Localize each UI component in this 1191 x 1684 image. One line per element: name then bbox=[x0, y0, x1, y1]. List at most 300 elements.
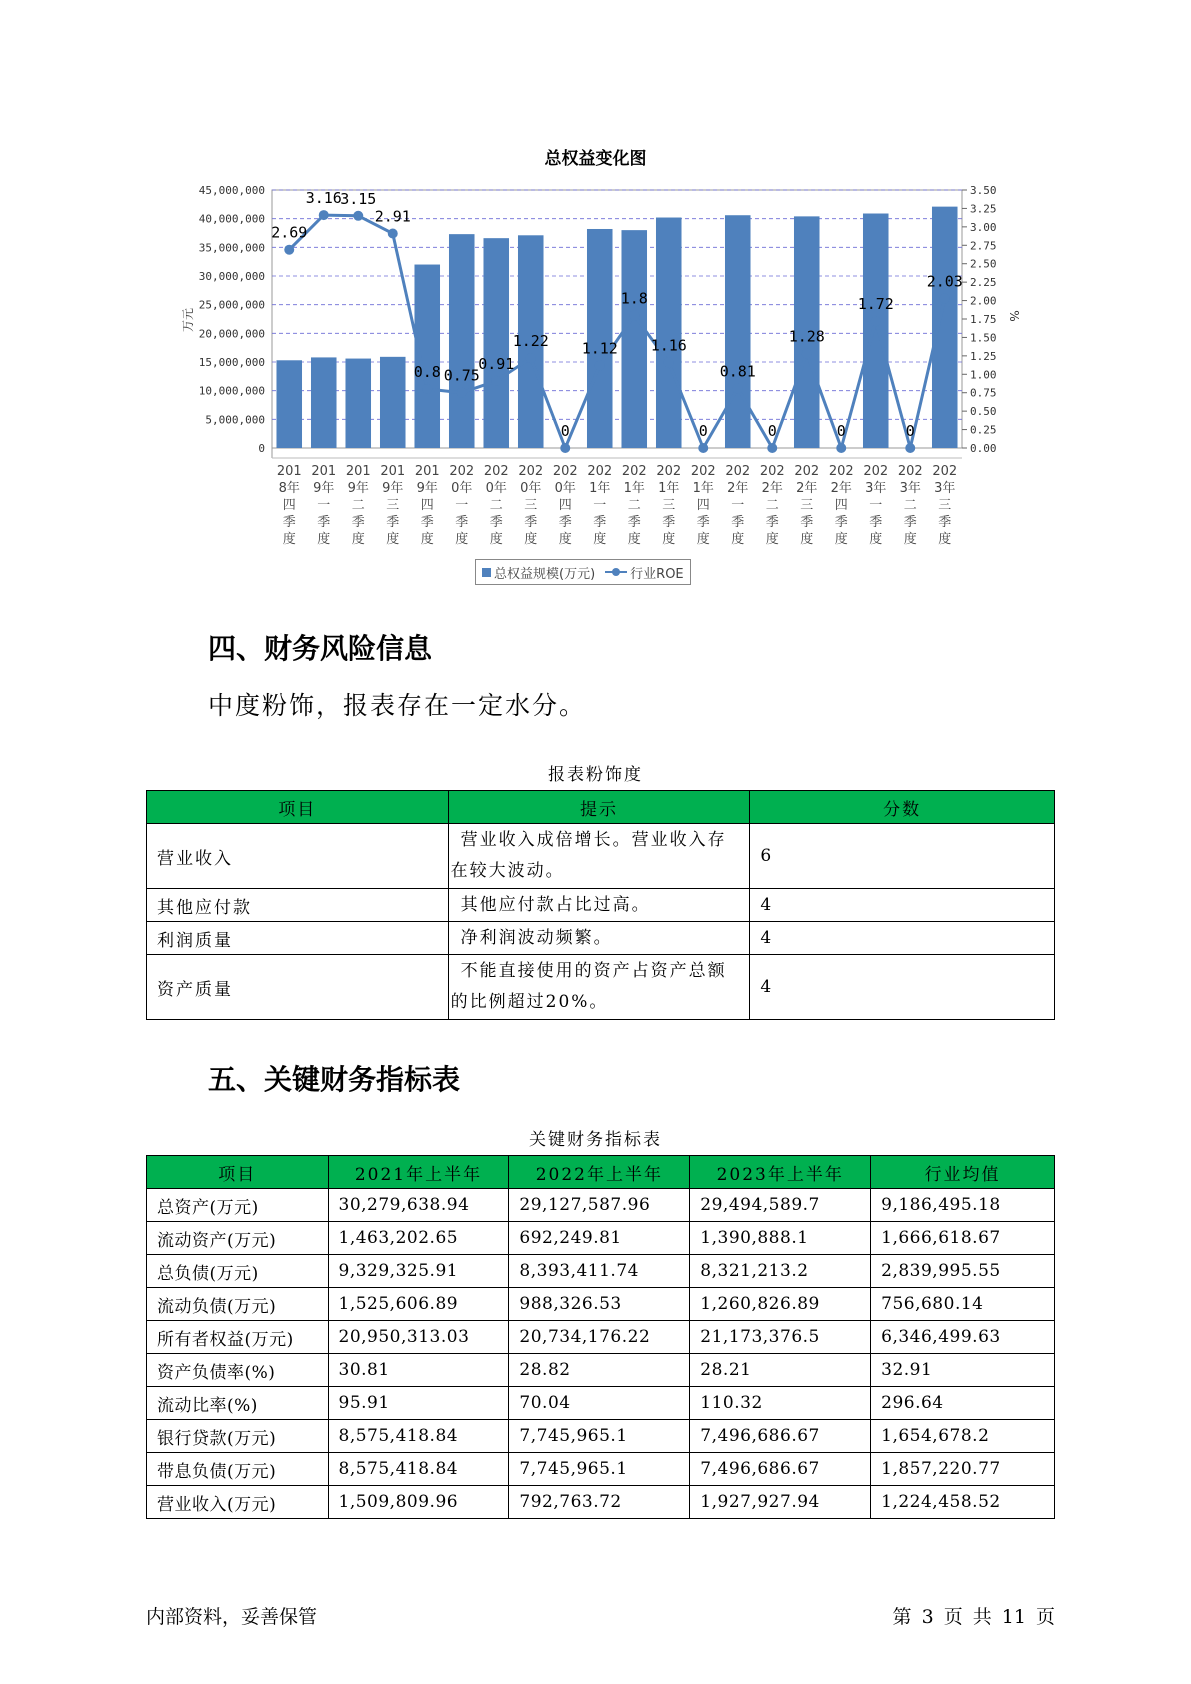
x-tick-line: 1年 bbox=[623, 481, 645, 496]
legend-bar-swatch bbox=[482, 568, 491, 577]
roe-point bbox=[767, 443, 777, 453]
legend-label-roe: 行业ROE bbox=[630, 566, 684, 582]
kpi-value-cell: 2,839,995.55 bbox=[871, 1255, 1055, 1288]
x-tick-line: 9年 bbox=[347, 481, 369, 496]
legend-label-equity: 总权益规模(万元) bbox=[494, 566, 596, 582]
kpi-value-cell: 1,857,220.77 bbox=[871, 1453, 1055, 1486]
kpi-value-cell: 692,249.81 bbox=[509, 1222, 690, 1255]
kpi-value-cell: 8,575,418.84 bbox=[328, 1453, 509, 1486]
table-row bbox=[147, 1288, 1055, 1321]
table-row bbox=[147, 1354, 1055, 1387]
header-cell: 2021年上半年 bbox=[328, 1156, 509, 1189]
roe-point bbox=[284, 245, 294, 255]
table-row bbox=[147, 824, 1055, 889]
kpi-value-cell: 1,224,458.52 bbox=[871, 1486, 1055, 1519]
x-tick-label bbox=[725, 464, 750, 547]
kpi-item-cell: 资产负债率(%) bbox=[147, 1354, 329, 1387]
x-tick-line: 二 bbox=[765, 498, 779, 513]
kpi-value-cell: 6,346,499.63 bbox=[871, 1321, 1055, 1354]
x-tick-line: 9年 bbox=[313, 481, 335, 496]
x-tick-line: 四 bbox=[834, 498, 848, 513]
x-tick-label bbox=[622, 464, 647, 547]
roe-point bbox=[698, 443, 708, 453]
equity-bar bbox=[621, 230, 647, 448]
kpi-table-caption: 关键财务指标表 bbox=[529, 1130, 662, 1150]
x-tick-line: 202 bbox=[621, 464, 647, 479]
roe-data-label: 0 bbox=[698, 422, 708, 440]
kpi-value-cell: 1,463,202.65 bbox=[328, 1222, 509, 1255]
kpi-value-cell: 70.04 bbox=[509, 1387, 690, 1420]
y2-tick-label: 2.50 bbox=[970, 257, 997, 271]
roe-data-label: 0 bbox=[767, 422, 777, 440]
footer-left: 内部资料，妥善保管 bbox=[146, 1606, 318, 1628]
x-tick-line: 季 bbox=[420, 515, 434, 530]
chart-svg bbox=[0, 0, 1191, 600]
x-tick-line: 度 bbox=[903, 532, 917, 547]
roe-data-label: 1.72 bbox=[857, 295, 894, 314]
x-tick-label bbox=[932, 464, 957, 547]
y2-tick-label: 0.25 bbox=[970, 423, 997, 437]
table-row bbox=[147, 889, 1055, 922]
header-cell: 分数 bbox=[750, 791, 1055, 824]
x-tick-line: 度 bbox=[351, 532, 365, 547]
table-row bbox=[147, 1321, 1055, 1354]
x-tick-line: 201 bbox=[345, 464, 371, 479]
x-tick-line: 0年 bbox=[485, 481, 507, 496]
risk-item-cell: 营业收入 bbox=[147, 824, 449, 889]
kpi-value-cell: 8,575,418.84 bbox=[328, 1420, 509, 1453]
y2-tick-label: 2.25 bbox=[970, 276, 997, 290]
kpi-item-cell: 总负债(万元) bbox=[147, 1255, 329, 1288]
roe-point bbox=[802, 349, 812, 359]
x-tick-line: 202 bbox=[794, 464, 820, 479]
roe-point bbox=[664, 357, 674, 367]
x-tick-label bbox=[794, 464, 819, 547]
x-tick-line: 季 bbox=[386, 515, 400, 530]
y-axis-title: 万元 bbox=[181, 307, 195, 333]
x-tick-line: 一 bbox=[869, 498, 883, 513]
kpi-value-cell: 30.81 bbox=[328, 1354, 509, 1387]
equity-bar bbox=[863, 214, 889, 448]
equity-bar bbox=[725, 215, 751, 448]
chart-legend bbox=[475, 559, 691, 585]
x-tick-line: 四 bbox=[696, 498, 710, 513]
x-tick-line: 三 bbox=[524, 498, 538, 513]
kpi-value-cell: 20,734,176.22 bbox=[509, 1321, 690, 1354]
roe-point bbox=[457, 388, 467, 398]
x-tick-line: 202 bbox=[552, 464, 578, 479]
x-tick-line: 二 bbox=[489, 498, 503, 513]
x-tick-line: 201 bbox=[311, 464, 337, 479]
x-tick-line: 度 bbox=[489, 532, 503, 547]
kpi-item-cell: 营业收入(万元) bbox=[147, 1486, 329, 1519]
y2-tick-label: 3.00 bbox=[970, 220, 997, 234]
roe-data-label: 1.12 bbox=[581, 339, 618, 358]
risk-score-cell: 4 bbox=[750, 955, 1055, 1020]
y2-tick-label: 0.00 bbox=[970, 442, 997, 455]
x-tick-line: 四 bbox=[420, 498, 434, 513]
roe-point bbox=[560, 443, 570, 453]
x-tick-line: 2年 bbox=[796, 481, 818, 496]
x-tick-line: 度 bbox=[420, 532, 434, 547]
x-tick-line: 202 bbox=[518, 464, 544, 479]
kpi-value-cell: 32.91 bbox=[871, 1354, 1055, 1387]
x-tick-label bbox=[829, 464, 854, 547]
y2-tick-label: 3.50 bbox=[970, 184, 997, 197]
risk-score-cell: 4 bbox=[750, 889, 1055, 922]
x-tick-line: 2年 bbox=[727, 481, 749, 496]
legend-line-swatch bbox=[605, 571, 627, 573]
roe-data-label: 1.16 bbox=[650, 336, 687, 355]
y2-tick-label: 1.25 bbox=[970, 349, 997, 363]
roe-point bbox=[319, 210, 329, 220]
kpi-item-cell: 带息负债(万元) bbox=[147, 1453, 329, 1486]
risk-tip-line: 净利润波动频繁。 bbox=[460, 927, 613, 948]
roe-point bbox=[388, 228, 398, 238]
x-tick-line: 季 bbox=[800, 515, 814, 530]
x-tick-line: 1年 bbox=[692, 481, 714, 496]
x-tick-line: 201 bbox=[414, 464, 440, 479]
header-cell: 提示 bbox=[448, 791, 750, 824]
x-tick-line: 季 bbox=[903, 515, 917, 530]
x-tick-line: 3年 bbox=[934, 481, 956, 496]
kpi-value-cell: 1,654,678.2 bbox=[871, 1420, 1055, 1453]
x-tick-line: 202 bbox=[863, 464, 889, 479]
x-tick-line: 202 bbox=[759, 464, 785, 479]
roe-data-label: 2.91 bbox=[374, 207, 411, 226]
kpi-value-cell: 756,680.14 bbox=[871, 1288, 1055, 1321]
y2-tick-label: 1.75 bbox=[970, 313, 997, 326]
x-tick-line: 季 bbox=[731, 515, 745, 530]
x-tick-line: 202 bbox=[656, 464, 682, 479]
equity-bar bbox=[276, 360, 302, 448]
table-row bbox=[147, 1486, 1055, 1519]
x-tick-line: 三 bbox=[800, 498, 814, 513]
legend-item-roe bbox=[605, 563, 683, 582]
roe-data-label: 0.81 bbox=[719, 362, 756, 381]
kpi-value-cell: 296.64 bbox=[871, 1387, 1055, 1420]
x-tick-line: 201 bbox=[380, 464, 406, 479]
kpi-item-cell: 所有者权益(万元) bbox=[147, 1321, 329, 1354]
roe-data-label: 3.15 bbox=[340, 189, 377, 208]
x-tick-line: 0年 bbox=[451, 481, 473, 496]
plot-frame bbox=[272, 190, 962, 448]
kpi-table-header bbox=[147, 1156, 1055, 1189]
x-tick-line: 1年 bbox=[658, 481, 680, 496]
x-tick-line: 二 bbox=[351, 498, 365, 513]
x-tick-line: 202 bbox=[690, 464, 716, 479]
x-tick-line: 9年 bbox=[382, 481, 404, 496]
kpi-item-cell: 流动比率(%) bbox=[147, 1387, 329, 1420]
roe-data-label: 0.8 bbox=[413, 363, 441, 382]
equity-bar bbox=[932, 207, 958, 448]
x-tick-line: 度 bbox=[455, 532, 469, 547]
roe-point bbox=[871, 316, 881, 326]
x-tick-label bbox=[415, 464, 440, 547]
equity-bar bbox=[380, 357, 406, 448]
x-tick-line: 度 bbox=[524, 532, 538, 547]
equity-bar bbox=[449, 234, 475, 448]
x-tick-line: 度 bbox=[834, 532, 848, 547]
roe-data-label: 1.28 bbox=[788, 327, 825, 346]
roe-point bbox=[836, 443, 846, 453]
x-tick-line: 季 bbox=[489, 515, 503, 530]
x-tick-line: 季 bbox=[662, 515, 676, 530]
risk-tip-line: 的比例超过20%。 bbox=[450, 992, 609, 1012]
x-tick-line: 一 bbox=[317, 498, 331, 513]
kpi-value-cell: 1,666,618.67 bbox=[871, 1222, 1055, 1255]
y2-tick-label: 2.00 bbox=[970, 294, 997, 308]
x-tick-label bbox=[346, 464, 371, 547]
x-tick-line: 度 bbox=[593, 532, 607, 547]
risk-table bbox=[146, 790, 1055, 1020]
kpi-item-cell: 银行贷款(万元) bbox=[147, 1420, 329, 1453]
x-tick-line: 0年 bbox=[554, 481, 576, 496]
roe-point bbox=[491, 376, 501, 386]
legend-item-equity bbox=[482, 563, 595, 582]
kpi-value-cell: 1,525,606.89 bbox=[328, 1288, 509, 1321]
chart-title: 总权益变化图 bbox=[544, 149, 647, 169]
x-tick-line: 四 bbox=[558, 498, 572, 513]
header-cell: 行业均值 bbox=[871, 1156, 1055, 1189]
x-tick-line: 201 bbox=[276, 464, 302, 479]
roe-point bbox=[905, 443, 915, 453]
roe-data-label: 1.8 bbox=[620, 289, 648, 308]
x-tick-line: 度 bbox=[696, 532, 710, 547]
y2-tick-label: 0.50 bbox=[970, 405, 997, 419]
x-tick-label bbox=[760, 464, 785, 547]
x-tick-line: 度 bbox=[662, 532, 676, 547]
risk-score-cell: 6 bbox=[750, 824, 1055, 889]
roe-point bbox=[422, 384, 432, 394]
roe-data-label: 0.75 bbox=[443, 366, 480, 385]
x-tick-line: 季 bbox=[558, 515, 572, 530]
risk-tip-line: 不能直接使用的资产占资产总额 bbox=[460, 961, 727, 981]
x-tick-label bbox=[863, 464, 888, 547]
kpi-item-cell: 总资产(万元) bbox=[147, 1189, 329, 1222]
kpi-value-cell: 1,927,927.94 bbox=[690, 1486, 871, 1519]
roe-data-label: 2.69 bbox=[271, 223, 308, 242]
x-tick-line: 季 bbox=[696, 515, 710, 530]
x-tick-label bbox=[449, 464, 474, 547]
roe-data-label: 2.03 bbox=[926, 272, 963, 291]
x-tick-label bbox=[656, 464, 681, 547]
equity-bar bbox=[345, 359, 371, 448]
x-tick-line: 202 bbox=[449, 464, 475, 479]
y-tick-label: 20,000,000 bbox=[198, 327, 265, 341]
kpi-value-cell: 792,763.72 bbox=[509, 1486, 690, 1519]
x-tick-line: 0年 bbox=[520, 481, 542, 496]
kpi-item-cell: 流动负债(万元) bbox=[147, 1288, 329, 1321]
x-tick-line: 季 bbox=[524, 515, 538, 530]
risk-tip-cell bbox=[448, 824, 750, 889]
table-row bbox=[147, 1420, 1055, 1453]
x-tick-line: 202 bbox=[483, 464, 509, 479]
x-tick-label bbox=[311, 464, 336, 547]
table-row bbox=[147, 922, 1055, 955]
y2-tick-label: 1.50 bbox=[970, 331, 997, 345]
x-tick-line: 一 bbox=[731, 498, 745, 513]
risk-item-cell: 利润质量 bbox=[147, 922, 449, 955]
equity-bar bbox=[414, 265, 440, 448]
x-tick-line: 季 bbox=[282, 515, 296, 530]
x-tick-label bbox=[518, 464, 543, 547]
kpi-item-cell: 流动资产(万元) bbox=[147, 1222, 329, 1255]
x-tick-line: 度 bbox=[317, 532, 331, 547]
table-row bbox=[147, 955, 1055, 1020]
kpi-value-cell: 1,260,826.89 bbox=[690, 1288, 871, 1321]
x-tick-line: 3年 bbox=[865, 481, 887, 496]
kpi-value-cell: 29,127,587.96 bbox=[509, 1189, 690, 1222]
x-tick-label bbox=[587, 464, 612, 547]
x-tick-line: 度 bbox=[282, 532, 296, 547]
risk-tip-line: 营业收入成倍增长。营业收入存 bbox=[460, 830, 727, 850]
y-tick-label: 5,000,000 bbox=[205, 413, 265, 427]
y-tick-label: 30,000,000 bbox=[198, 270, 265, 283]
kpi-value-cell: 7,496,686.67 bbox=[690, 1420, 871, 1453]
x-tick-line: 2年 bbox=[830, 481, 852, 496]
roe-point bbox=[733, 383, 743, 393]
y-tick-label: 40,000,000 bbox=[198, 212, 265, 226]
x-tick-line: 季 bbox=[627, 515, 641, 530]
y-tick-label: 10,000,000 bbox=[198, 384, 265, 398]
kpi-value-cell: 9,186,495.18 bbox=[871, 1189, 1055, 1222]
kpi-value-cell: 29,494,589.7 bbox=[690, 1189, 871, 1222]
kpi-value-cell: 7,745,965.1 bbox=[509, 1453, 690, 1486]
x-tick-line: 202 bbox=[587, 464, 613, 479]
roe-data-label: 3.16 bbox=[305, 189, 342, 208]
roe-point bbox=[940, 293, 950, 303]
header-cell: 2023年上半年 bbox=[690, 1156, 871, 1189]
kpi-value-cell: 28.82 bbox=[509, 1354, 690, 1387]
risk-score-cell: 4 bbox=[750, 922, 1055, 955]
x-tick-line: 度 bbox=[800, 532, 814, 547]
x-tick-line: 度 bbox=[558, 532, 572, 547]
x-tick-line: 季 bbox=[593, 515, 607, 530]
x-tick-line: 一 bbox=[455, 498, 469, 513]
x-tick-line: 季 bbox=[351, 515, 365, 530]
y-tick-label: 45,000,000 bbox=[198, 184, 265, 197]
x-tick-line: 度 bbox=[765, 532, 779, 547]
x-tick-line: 一 bbox=[593, 498, 607, 513]
table-row bbox=[147, 1453, 1055, 1486]
kpi-value-cell: 7,745,965.1 bbox=[509, 1420, 690, 1453]
x-tick-line: 202 bbox=[725, 464, 751, 479]
roe-point bbox=[595, 360, 605, 370]
equity-bar bbox=[656, 218, 682, 448]
risk-tip-cell bbox=[448, 955, 750, 1020]
x-tick-line: 季 bbox=[455, 515, 469, 530]
kpi-value-cell: 9,329,325.91 bbox=[328, 1255, 509, 1288]
kpi-value-cell: 988,326.53 bbox=[509, 1288, 690, 1321]
x-tick-line: 季 bbox=[765, 515, 779, 530]
footer-page-number: 第 3 页 共 11 页 bbox=[892, 1606, 1055, 1628]
roe-point bbox=[526, 353, 536, 363]
kpi-value-cell: 28.21 bbox=[690, 1354, 871, 1387]
x-tick-label bbox=[277, 464, 302, 547]
roe-point bbox=[353, 211, 363, 221]
x-tick-line: 1年 bbox=[589, 481, 611, 496]
y2-tick-label: 3.25 bbox=[970, 202, 997, 216]
kpi-value-cell: 8,393,411.74 bbox=[509, 1255, 690, 1288]
x-tick-line: 度 bbox=[938, 532, 952, 547]
equity-chart bbox=[0, 0, 1191, 600]
x-tick-line: 度 bbox=[731, 532, 745, 547]
x-tick-line: 三 bbox=[938, 498, 952, 513]
x-tick-line: 三 bbox=[386, 498, 400, 513]
x-tick-line: 8年 bbox=[278, 481, 300, 496]
header-cell: 项目 bbox=[147, 791, 449, 824]
x-tick-line: 202 bbox=[932, 464, 958, 479]
kpi-value-cell: 110.32 bbox=[690, 1387, 871, 1420]
y-tick-label: 0 bbox=[258, 442, 265, 455]
risk-item-cell: 其他应付款 bbox=[147, 889, 449, 922]
x-tick-line: 度 bbox=[386, 532, 400, 547]
y2-tick-label: 1.00 bbox=[970, 368, 997, 382]
section5-heading: 五、关键财务指标表 bbox=[208, 1063, 461, 1096]
table-row bbox=[147, 1387, 1055, 1420]
risk-table-caption: 报表粉饰度 bbox=[548, 765, 643, 785]
x-tick-line: 3年 bbox=[899, 481, 921, 496]
risk-tip-cell bbox=[448, 922, 750, 955]
x-tick-line: 季 bbox=[317, 515, 331, 530]
x-tick-line: 季 bbox=[938, 515, 952, 530]
equity-bar bbox=[311, 357, 337, 448]
risk-tip-line: 在较大波动。 bbox=[450, 861, 565, 881]
x-tick-line: 9年 bbox=[416, 481, 438, 496]
y-tick-label: 15,000,000 bbox=[198, 356, 265, 369]
roe-data-label: 0 bbox=[836, 422, 846, 440]
roe-data-label: 0 bbox=[560, 422, 570, 440]
risk-tip-cell bbox=[448, 889, 750, 922]
x-tick-line: 季 bbox=[834, 515, 848, 530]
x-tick-line: 度 bbox=[627, 532, 641, 547]
y-tick-label: 25,000,000 bbox=[198, 298, 265, 312]
x-tick-label bbox=[553, 464, 578, 547]
kpi-value-cell: 30,279,638.94 bbox=[328, 1189, 509, 1222]
header-cell: 2022年上半年 bbox=[509, 1156, 690, 1189]
kpi-value-cell: 7,496,686.67 bbox=[690, 1453, 871, 1486]
risk-table-header bbox=[147, 791, 1055, 824]
x-tick-line: 2年 bbox=[761, 481, 783, 496]
kpi-value-cell: 1,390,888.1 bbox=[690, 1222, 871, 1255]
section4-text: 中度粉饰，报表存在一定水分。 bbox=[208, 691, 587, 720]
table-row bbox=[147, 1189, 1055, 1222]
x-tick-line: 202 bbox=[897, 464, 923, 479]
roe-point bbox=[629, 310, 639, 320]
kpi-value-cell: 20,950,313.03 bbox=[328, 1321, 509, 1354]
table-row bbox=[147, 1222, 1055, 1255]
kpi-table bbox=[146, 1155, 1055, 1519]
x-tick-label bbox=[898, 464, 923, 547]
x-tick-line: 季 bbox=[869, 515, 883, 530]
y2-tick-label: 2.75 bbox=[970, 239, 997, 253]
x-tick-line: 202 bbox=[828, 464, 854, 479]
y2-axis-title: % bbox=[1007, 310, 1021, 322]
x-tick-line: 三 bbox=[662, 498, 676, 513]
equity-bar bbox=[483, 238, 509, 448]
x-tick-line: 度 bbox=[869, 532, 883, 547]
section4-heading: 四、财务风险信息 bbox=[208, 632, 433, 665]
risk-item-cell: 资产质量 bbox=[147, 955, 449, 1020]
x-tick-line: 二 bbox=[903, 498, 917, 513]
kpi-value-cell: 95.91 bbox=[328, 1387, 509, 1420]
risk-tip-line: 其他应付款占比过高。 bbox=[460, 894, 651, 915]
roe-data-label: 1.22 bbox=[512, 332, 549, 351]
x-tick-line: 四 bbox=[282, 498, 296, 513]
kpi-value-cell: 21,173,376.5 bbox=[690, 1321, 871, 1354]
header-cell: 项目 bbox=[147, 1156, 329, 1189]
